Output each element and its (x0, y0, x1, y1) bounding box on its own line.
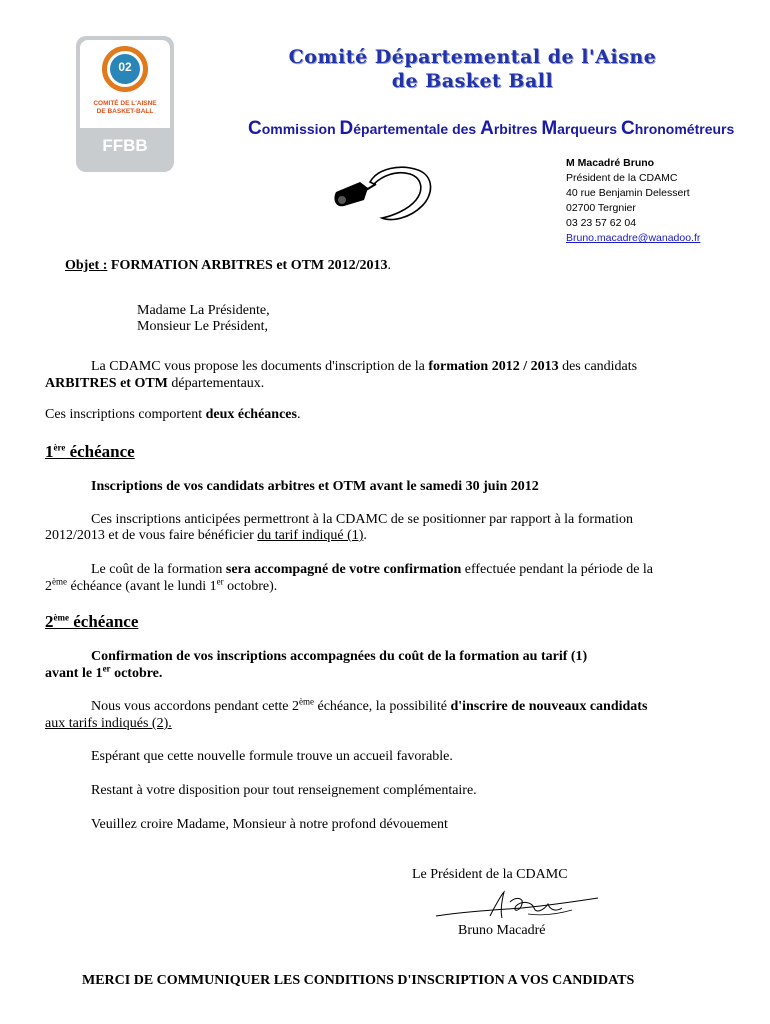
intro-text: des candidats (558, 359, 638, 374)
salutation-1: Madame La Présidente, (137, 303, 270, 318)
p-bold: avant le 1 (45, 666, 103, 681)
logo-number: 02 (118, 60, 132, 74)
echeances-text: . (296, 407, 301, 422)
logo-top-panel (80, 40, 170, 128)
contact-phone: 03 23 57 62 04 (566, 217, 637, 229)
contact-city: 02700 Tergnier (566, 202, 636, 214)
p-text: échéance, la possibilité (314, 699, 451, 714)
intro-text: départementaux. (167, 376, 265, 391)
commission-initial: A (480, 118, 494, 139)
heading-number: 1 (45, 442, 54, 461)
objet-text: FORMATION ARBITRES et OTM 2012/2013 (107, 258, 388, 273)
echeances-line (45, 406, 300, 423)
p-bold: d'inscrire de nouveaux candidats (450, 699, 648, 714)
p-text: 2 (45, 579, 52, 594)
logo-committee-text (80, 100, 170, 116)
heading-sup: ère (53, 442, 66, 453)
p-text: . (363, 528, 367, 543)
logo-line1: COMITÉ DE L'AISNE (93, 100, 157, 107)
echeances-text: Ces inscriptions comportent (45, 407, 206, 422)
heading-echeance-2 (45, 612, 138, 632)
heading-number: 2 (45, 612, 54, 631)
commission-word: ommission (261, 121, 340, 137)
ffbb-logo (76, 36, 174, 172)
logo-brand: FFBB (102, 136, 148, 155)
logo-departemental: COMITÉ DÉPARTEMENTAL (89, 122, 161, 128)
echeance-1-p2-line2 (45, 578, 277, 595)
heading-text: échéance (65, 442, 135, 461)
p-bold: sera accompagné de votre confirmation (225, 562, 462, 577)
handwritten-signature (432, 890, 602, 924)
commission-initial: M (541, 118, 558, 139)
intro-line1 (91, 358, 637, 375)
tarif-1-underlined: du tarif indiqué (1) (257, 528, 364, 543)
p-sup: er (216, 576, 224, 587)
whistle-icon (330, 160, 440, 230)
echeance-1-p1-line2 (45, 527, 367, 544)
commission-initial: C (620, 118, 635, 139)
tarif-2-underlined: aux tarifs indiqués (2). (45, 716, 172, 731)
p-sup: ème (299, 696, 314, 707)
contact-email-link[interactable]: Bruno.macadre@wanadoo.fr (566, 232, 701, 244)
objet-end: . (387, 258, 392, 273)
footer-notice: MERCI DE COMMUNIQUER LES CONDITIONS D'INSCRIPTION A VOS CANDIDATS (82, 973, 635, 988)
p-text: 2012/2013 et de vous faire bénéficier (45, 528, 258, 543)
heading-text: échéance (69, 612, 139, 631)
heading-sup: ème (53, 612, 69, 623)
commission-name (248, 118, 734, 140)
commission-word: rbitres (493, 121, 542, 137)
intro-bold: formation 2012 / 2013 (428, 359, 559, 374)
p-sup: er (102, 663, 111, 674)
p-text: octobre). (223, 579, 278, 594)
heading-echeance-1 (45, 442, 135, 462)
contact-street: 40 rue Benjamin Delessert (566, 187, 690, 199)
p-bold: octobre. (110, 666, 163, 681)
objet-line (65, 257, 391, 274)
intro-line2 (45, 375, 264, 392)
header-title-line1: Comité Départemental de l'Aisne (288, 46, 657, 68)
echeance-2-p1-line1 (91, 698, 647, 715)
header-title-line2: de Basket Ball (391, 70, 554, 92)
commission-word: hronométreurs (634, 121, 735, 137)
contact-role: Président de la CDAMC (566, 172, 678, 184)
echeance-2-bold-line1: Confirmation de vos inscriptions accompagnées du coût de la formation au tarif (1) (91, 649, 588, 664)
objet-label: Objet : (65, 258, 108, 273)
commission-initial: D (339, 118, 354, 139)
echeance-1-p2-line1 (91, 561, 653, 578)
commission-word: épartementale des (353, 121, 481, 137)
echeances-bold: deux échéances (205, 407, 297, 422)
intro-text: La CDAMC vous propose les documents d'inscription de la (91, 359, 429, 374)
echeance-1-p1-line1: Ces inscriptions anticipées permettront à la CDAMC de se positionner par rapport à la formation (91, 512, 633, 527)
p-text: effectuée pendant la période de la (461, 562, 654, 577)
signature-name: Bruno Macadré (458, 923, 546, 938)
p-sup: ème (52, 576, 67, 587)
intro-bold: ARBITRES et OTM (45, 376, 168, 391)
closing-line3: Veuillez croire Madame, Monsieur à notre profond dévouement (91, 817, 448, 832)
echeance-2-bold-line2 (45, 665, 162, 682)
p-text: Nous vous accordons pendant cette 2 (91, 699, 299, 714)
p-text: échéance (avant le lundi 1 (67, 579, 217, 594)
signature-title: Le Président de la CDAMC (412, 867, 568, 882)
closing-line1: Espérant que cette nouvelle formule trouve un accueil favorable. (91, 749, 453, 764)
closing-line2: Restant à votre disposition pour tout renseignement complémentaire. (91, 783, 477, 798)
commission-initial: C (248, 118, 262, 139)
p-text: Le coût de la formation (91, 562, 226, 577)
echeance-1-bold: Inscriptions de vos candidats arbitres et OTM avant le samedi 30 juin 2012 (91, 479, 539, 494)
contact-name: M Macadré Bruno (566, 157, 655, 169)
commission-word: arqueurs (557, 121, 621, 137)
contact-block (566, 156, 700, 246)
logo-line2: DE BASKET-BALL (96, 108, 154, 115)
salutation-2: Monsieur Le Président, (137, 319, 269, 334)
